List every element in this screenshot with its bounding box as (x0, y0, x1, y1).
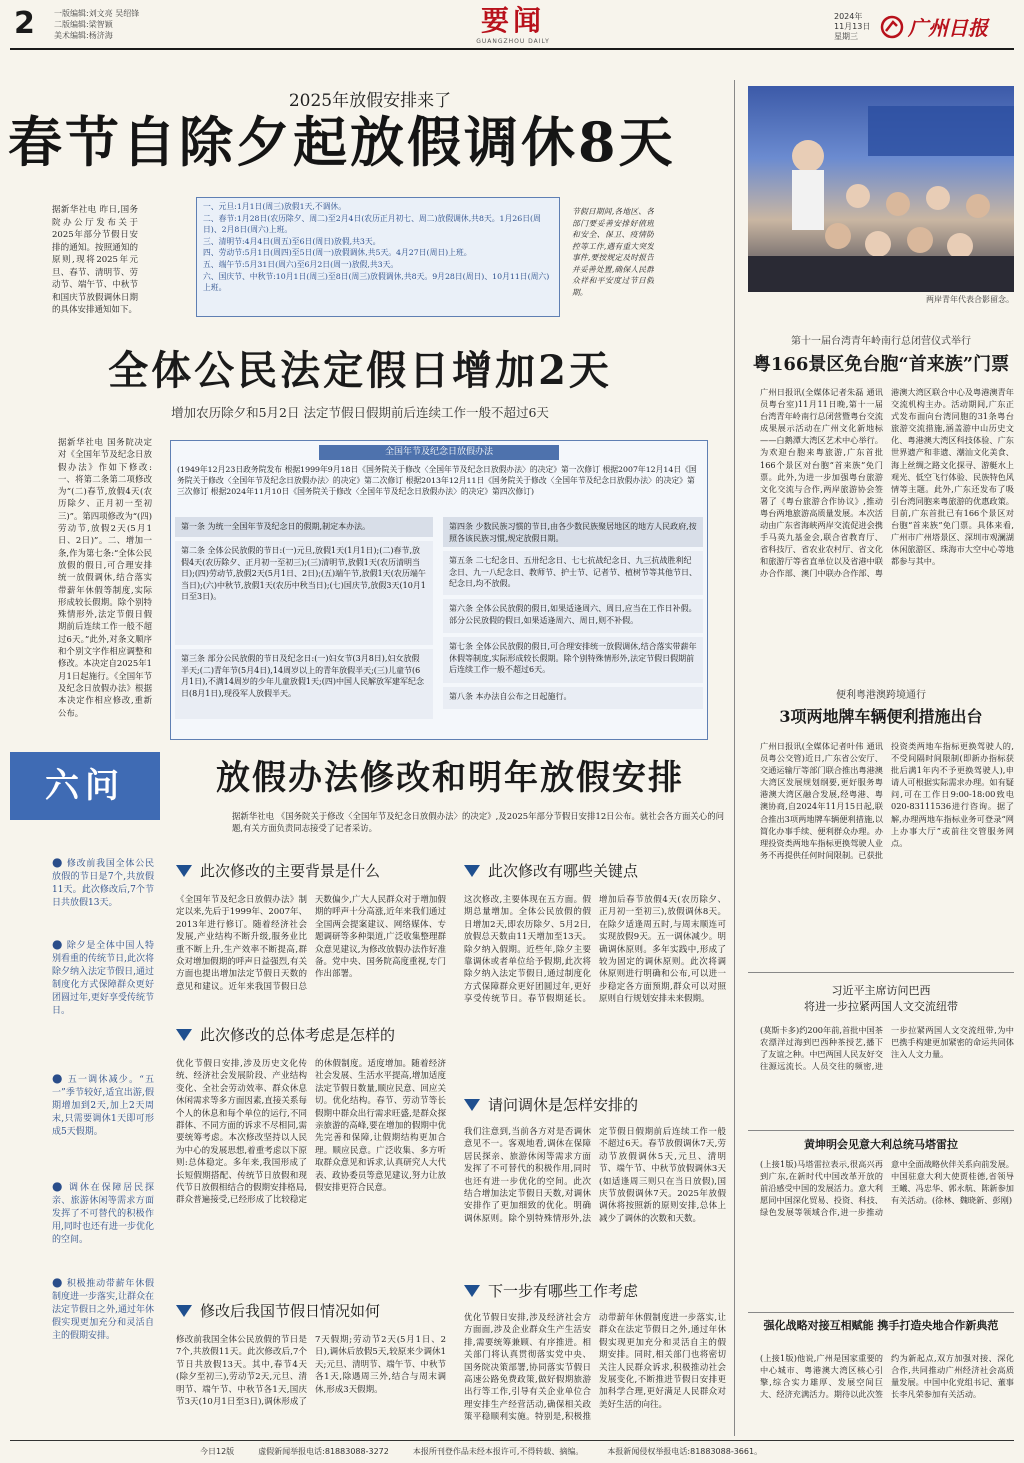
triangle-icon (464, 865, 480, 877)
story2-headline: 3项两地牌车辆便利措施出台 (779, 707, 983, 726)
law-article-5: 第五条 二七纪念日、五卅纪念日、七七抗战纪念日、九三抗战胜利纪念日、九一八纪念日、教师节、护士节、记者节、植树节等其他节日、纪念日,均不放假。 (443, 551, 703, 595)
story1-body: 广州日报讯(全媒体记者朱磊 通讯员粤台室)11月11日晚,第十一届台湾青年岭南行总闭营暨粤台交流成果展示活动在广州文化新地标——白鹅潭大湾区艺术中心举行。为欢迎台胞来粤旅游,广东首批166个景区对台胞“首来族”免门票。此外,为进一步加强粤台旅游文化交流与合作,两岸旅游协会签署了《粤台旅游合作协议》,推动粤台两地旅游高质量发展。本次活动由广东省海峡两岸交流促进会携手马英九基金会,联合省教育厅、省科技厅、省农业农村厅、省文化和旅游厅等省直单位以及省港中联办合作部、澳门中联办合作部、粤港澳大湾区联合中心及粤港澳青年交流机构主办。活动期间,广东正式发布面向台湾同胞的31条粤台旅游交流措施,涵盖游中山历史文化、粤港澳大湾区科技体验、广东世界遗产和非遗、潮汕文化美食、海上丝绸之路文化探寻、游艇水上观光、低空飞行体验、民族特色风情等主题。此外,广东还发布了吸引台湾同胞来粤旅游的优惠政策。目前,广东首批已有166个景区对台胞“首来族”免门票。具体来看,广州市广州塔景区、深圳市观澜湖休闲旅游区、珠海市大空中心等地都参与其中。 (760, 387, 1014, 579)
law-title: 全国年节及纪念日放假办法 (319, 445, 559, 460)
six-questions-badge: 六问 (10, 752, 160, 820)
story-divider (748, 1312, 1014, 1313)
law-left-column (171, 517, 437, 739)
story5-headline: 强化战略对接互相赋能 携手打造央地合作新典范 (763, 1319, 999, 1332)
question-1-body: 《全国年节及纪念日放假办法》制定以来,先后于1999年、2007年、2013年进行修订。随着经济社会发展,产业结构不断升级,服务业比重不断上升,生产效率不断提高,群众对增加假期的呼声日益强烈,有关方面也提出增加法定节假日天数的意见和建议。近年来我国节假日总天数偏少,广大人民群众对于增加假期的呼声十分高涨,近年来我们通过全国两会提案建议、网络媒体、专题调研等多种渠道,广泛收集整理群众意见建议,为修改放假办法作好准备。党中央、国务院高度重视,专门作出部署。 (176, 895, 446, 992)
key-points-column (52, 856, 154, 1376)
paper-name: 广州日报 (908, 16, 988, 40)
law-article-4: 第四条 少数民族习惯的节日,由各少数民族聚居地区的地方人民政府,按照各该民族习惯,规定放假日期。 (443, 517, 703, 547)
story-divider (748, 1130, 1014, 1131)
question-3-body: 优化节假日安排,涉及历史文化传统、经济社会发展阶段、产业结构变化、全社会劳动效率、群众休息休闲需求等多方面因素,直接关系每个人的休息和每个单位的运行,不同群体、不同方面的诉求不尽相同,需要统筹考虑。本次修改坚持以人民为中心的发展思想,着重考虑以下原则:总体稳定。多年来,我国形成了长短假期搭配、传统节日放假和现代节日放假相结合的假期安排格局,群众普遍接受,已经形成了比较稳定的休假制度。适度增加。随着经济社会发展、生活水平提高,增加适度法定节假日数量,顺应民意、回应关切。优化结构。春节、劳动节等长假期中群众出行需求旺盛,是群众探亲旅游的高峰,要在增加的假期中优先完善和保障,让假期结构更加合理。顺应民意。广泛收集、多方听取群众意见和诉求,认真研究人大代表、政协委员等意见建议,努力让放假安排更符合民意。 (176, 1059, 446, 1206)
triangle-icon (176, 865, 192, 877)
editor-credits: 一版编辑:刘文亮 吴绍锋 二版编辑:梁智颖 美术编辑:杨济海 (54, 9, 140, 40)
law-article-3: 第三条 部分公民放假的节日及纪念日:(一)妇女节(3月8日),妇女放假半天;(二)青年节(5月4日),14周岁以上的青年放假半天;(三)儿童节(6月1日),不满14周岁的少年儿童放假1天;(四)中国人民解放军建军纪念日(8月1日),现役军人放假半天。 (175, 649, 433, 719)
story3-kicker: 习近平主席访问巴西 (831, 984, 931, 997)
schedule-item: 三、清明节:4月4日(周五)至6日(周日)放假,共3天。 (203, 236, 381, 246)
event-photo (748, 86, 1014, 292)
story4-body: (上接1版)马塔雷拉表示,很高兴再到广东,在新时代中国改革开放的前沿感受中国的发展活力。意大利愿同中国深化贸易、投资、科技、绿色发展等领域合作,进一步推动意中全面战略伙伴关系向前发展。中国驻意大利大使贾桂德,省领导王曦、冯忠华、郭永航、陈新参加有关活动。(徐林、魏晓新、彭刚) (760, 1159, 1014, 1217)
question-2-heading: 此次修改有哪些关键点 (464, 860, 704, 881)
story3-headline: 将进一步拉紧两国人文交流纽带 (804, 1000, 958, 1013)
schedule-item: 四、劳动节:5月1日(周四)至5日(周一)放假调休,共5天。4月27日(周日)上班。 (203, 248, 472, 258)
bullet-icon: ● (52, 856, 64, 869)
question-2-body: 这次修改,主要体现在五方面。假期总量增加。全体公民放假的假日增加2天,即农历除夕、5月2日,放假总天数由11天增加至13天。除夕纳入假期。近些年,除夕主要靠调休或者单位给予假期,此次将除夕纳入法定节假日,通过制度化方式保障群众更好团圆过年,更好享受传统节日。春节假期延长。增加后春节放假4天(农历除夕、正月初一至初三),放假调休8天。在除夕适逢周五时,与周末顺连可实现放假9天。五一调休减少。明确调休原则。多年实践中,形成了较为固定的调休原则。此次将调休原则进行明确和公布,可以进一步稳定各方面预期,群众可以对照原则自行规划安排未来假期。 (464, 895, 726, 1005)
second-headline: 全体公民法定假日增加2天 (108, 347, 612, 394)
section-header (468, 4, 558, 45)
bullet-icon: ● (52, 938, 64, 951)
story2-body: 广州日报讯(全媒体记者叶伟 通讯员粤公交管)近日,广东省公安厅、交通运输厅等部门联合推出粤港澳大湾区发展规划纲要,更好服务粤港澳大湾区融合发展,经粤港、粤澳协商,自2024年11月15日起,联合推出3项两地牌车辆便利措施,以简化办事手续、便利群众办理。办理投资类两地车指标更换驾驶人业务不再提供任何时间限制。已获批投资类两地车指标更换驾驶人的,不受间隔时间限制(即新办指标获批后满1年内不予更换驾驶人),申请人可根据实际需求办理。如有疑问,可在工作日9:00-18:00致电020-83111536进行咨询。据了解,办理两地车指标业务可登录“网上办事大厅”或前往交管服务网点。 (760, 741, 1014, 860)
law-article-6: 第六条 全体公民放假的假日,如果适逢周六、周日,应当在工作日补假。部分公民放假的假日,如果适逢周六、周日,则不补假。 (443, 599, 703, 633)
question-1-heading: 此次修改的主要背景是什么 (176, 860, 416, 881)
key-point: ● 五一调休减少。“五一”季节较好,适宜出游,假期增加到2天,加上2天周末,只需要调休1天即可形成5天假期。 (52, 1072, 154, 1137)
header-rule (10, 48, 1014, 50)
footer (200, 1446, 1014, 1457)
bullet-icon: ● (52, 1180, 65, 1193)
law-right-column (439, 517, 707, 739)
lead-headline: 春节自除夕起放假调休8天 (8, 110, 676, 174)
law-table (170, 440, 708, 740)
key-point: ● 调休在保障居民探亲、旅游休闲等需求方面发挥了不可替代的积极作用,同时也还有进一步优化的空间。 (52, 1180, 154, 1245)
schedule-item: 五、端午节:5月31日(周六)至6月2日(周一)放假,共3天。 (203, 259, 399, 269)
story-divider (748, 972, 1014, 973)
law-preamble: (1949年12月23日政务院发布 根据1999年9月18日《国务院关于修改〈全国年节及纪念日放假办法〉的决定》第一次修订 根据2007年12月14日《国务院关于修改〈全国年节及纪念日放假办法〉的决定》第二次修订 根据2013年12月11日《国务院关于修改〈全国年节及纪念日放假办法〉的决定》第三次修订 根据2024年11月10日《国务院关于修改〈全国年节及纪念日放假办法〉的决定》第四次修订) (177, 465, 697, 496)
lead-note: 节假日期间,各地区、各部门要妥善安排好值班和安全、保卫、疫情防控等工作,遇有重大突发事件,要按规定及时报告并妥善处置,确保人民群众祥和平安度过节日假期。 (572, 207, 654, 297)
story3-body: (莫斯卡多)约200年前,首批中国茶农漂洋过海到巴西种茶授艺,播下了友谊之种。中巴两国人民友好交往源远流长。人员交往的频密,进一步拉紧两国人文交流纽带,为中巴携手构建更加紧密的命运共同体注入人文力量。 (760, 1025, 1014, 1071)
column-divider (734, 80, 735, 1436)
question-5-body: 修改前我国全体公民放假的节日是7个,共放假11天。此次修改后,7个节日共放假13天。其中,春节4天(除夕至初三),劳动节2天,元旦、清明节、端午节、中秋节各1天,国庆节3天(10月1日至3日),调休形成了7天假期;劳动节2天(5月1日、2日),调休后放假5天,较原来少调休1天;元旦、清明节、端午节、中秋节各1天,除遇周三外,结合与周末调休,形成3天假期。 (176, 1335, 446, 1408)
paper-logo-icon (880, 15, 904, 39)
story1-headline: 粤166景区免台胞“首来族”门票 (752, 354, 1010, 375)
footer-item: 本报新闻侵权举报电话:81883088-3661。 (607, 1447, 763, 1456)
story5-body: (上接1版)他说,广州是国家重要的中心城市、粤港澳大湾区核心引擎,综合实力雄厚、发展空间巨大、经济充满活力。期待以此次签约为新起点,双方加强对接、深化合作,共同推动广州经济社会高质量发展。中国中化党组书记、董事长李凡荣参加有关活动。 (760, 1353, 1014, 1399)
footer-item: 今日12版 (200, 1447, 235, 1456)
question-6-body: 优化节假日安排,涉及经济社会方方面面,涉及企业群众生产生活安排,需要统筹兼顾、有序推进。相关部门将认真贯彻落实党中央、国务院决策部署,协同落实节假日高速公路免费政策,做好假期旅游出行等工作,引导有关企业单位合理安排生产经营活动,确保相关政策平稳顺利实施。特别是,积极推动带薪年休假制度进一步落实,让群众在法定节假日之外,通过年休假实现更加充分和灵活自主的假期安排。同时,相关部门也将密切关注人民群众诉求,积极推动社会发展变化,不断推进节假日安排更加科学合理,更好满足人民群众对美好生活的向往。 (464, 1313, 726, 1423)
story1-kicker: 第十一届台湾青年岭南行总闭营仪式举行 (791, 336, 971, 347)
footer-rule (10, 1440, 1014, 1441)
question-4-heading: 请问调休是怎样安排的 (464, 1094, 704, 1115)
section-subtitle: GUANGZHOU DAILY (476, 38, 550, 45)
issue-date: 2024年 11月13日 星期三 (834, 12, 871, 41)
triangle-icon (464, 1285, 480, 1297)
bullet-icon: ● (52, 1276, 64, 1289)
triangle-icon (464, 1099, 480, 1111)
question-5-heading: 修改后我国节假日情况如何 (176, 1300, 436, 1321)
law-article-2: 第二条 全体公民放假的节日:(一)元旦,放假1天(1月1日);(二)春节,放假4天(农历除夕、正月初一至初三);(三)清明节,放假1天(农历清明当日);(四)劳动节,放假2天(5月1日、2日);(五)端午节,放假1天(农历端午当日);(六)中秋节,放假1天(农历中秋当日);(七)国庆节,放假3天(10月1日至3日)。 (175, 541, 433, 645)
key-point: ● 除夕是全体中国人特别看重的传统节日,此次将除夕纳入法定节假日,通过制度化方式保障群众更好团圆过年,更好享受传统节日。 (52, 938, 154, 1016)
key-point: ● 修改前我国全体公民放假的节日是7个,共放假11天。此次修改后,7个节日共放假13天。 (52, 856, 154, 908)
triangle-icon (176, 1029, 192, 1041)
story2-kicker: 便利粤港澳跨境通行 (836, 690, 926, 701)
law-article-7: 第七条 全体公民放假的假日,可合理安排统一放假调休,结合落实带薪年休假等制度,实际形成较长假期。除个别特殊情形外,法定节假日假期前后连续工作一般不超过6天。 (443, 637, 703, 683)
footer-item: 本报所刊登作品未经本报许可,不得转载、摘编。 (412, 1447, 584, 1456)
six-questions-headline: 放假办法修改和明年放假安排 (216, 758, 684, 798)
paper-logo (880, 12, 988, 41)
bullet-icon: ● (52, 1072, 64, 1085)
footer-item: 虚假新闻举报电话:81883088-3272 (258, 1447, 389, 1456)
schedule-item: 一、元旦:1月1日(周三)放假1天,不调休。 (203, 202, 347, 211)
lead-intro: 据新华社电 昨日,国务院办公厅发布关于2025年部分节假日安排的通知。按照通知的原则,现将2025年元旦、春节、清明节、劳动节、端午节、中秋节和国庆节放假调休日期的具体安排通知如下。 (52, 205, 138, 315)
story4-headline: 黄坤明会见意大利总统马塔雷拉 (804, 1138, 958, 1151)
question-4-body: 我们注意到,当前各方对是否调休意见不一。客观地看,调休在保障居民探亲、旅游休闲等需求方面发挥了不可替代的积极作用,同时也还有进一步优化的空间。此次结合增加法定节假日天数,对调休安排作了更加细致的优化。明确调休原则。除个别特殊情形外,法定节假日假期前后连续工作一般不超过6天。春节放假调休7天,劳动节放假调休5天,元旦、清明节、端午节、中秋节放假调休3天(如适逢周三则只在当日放假),国庆节放假调休7天。2025年放假调休将按照新的原则安排,总体上减少了调休的次数和天数。 (464, 1127, 726, 1224)
page-number: 2 (14, 6, 35, 41)
six-questions-intro: 据新华社电 《国务院关于修改〈全国年节及纪念日放假办法〉的决定》,及2025年部分节假日安排12日公布。就社会各方面关心的问题,有关方面负责同志接受了记者采访。 (232, 811, 724, 833)
crowd-photo-illustration (748, 86, 1014, 292)
schedule-item: 二、春节:1月28日(农历除夕、周二)至2月4日(农历正月初七、周二)放假调休,共8天。1月26日(周日)、2月8日(周六)上班。 (203, 213, 541, 235)
question-6-heading: 下一步有哪些工作考虑 (464, 1280, 704, 1301)
lead-kicker: 2025年放假安排来了 (288, 91, 452, 111)
law-article-8: 第八条 本办法自公布之日起施行。 (443, 687, 703, 709)
section-title: 要闻 (480, 4, 545, 37)
question-3-heading: 此次修改的总体考虑是怎样的 (176, 1024, 436, 1045)
key-point: ● 积极推动带薪年休假制度进一步落实,让群众在法定节假日之外,通过年休假实现更加充分和灵活自主的假期安排。 (52, 1276, 154, 1341)
photo-caption: 两岸青年代表合影留念。 (926, 295, 1014, 304)
triangle-icon (176, 1305, 192, 1317)
lead-schedule-box (196, 197, 560, 317)
second-body: 据新华社电 国务院决定对《全国年节及纪念日放假办法》作如下修改:一、将第二条第二项修改为“(二)春节,放假4天(农历除夕、正月初一至初三)”。第四项修改为“(四)劳动节,放假2天(5月1日、2日)”。二、增加一条,作为第七条:“全体公民放假的假日,可合理安排统一放假调休,结合落实带薪年休假等制度,实际形成较长假期。除个别特殊情形外,法定节假日假期前后连续工作一般不超过6天。”此外,对条文顺序和个别文字作相应调整和修改。本决定自2025年1月1日起施行。《全国年节及纪念日放假办法》根据本决定作相应修改,重新公布。 (58, 437, 152, 718)
second-subhead: 增加农历除夕和5月2日 法定节假日假期前后连续工作一般不超过6天 (171, 405, 549, 420)
law-article-1: 第一条 为统一全国年节及纪念日的假期,制定本办法。 (175, 517, 433, 537)
schedule-item: 六、国庆节、中秋节:10月1日(周三)至8日(周三)放假调休,共8天。9月28日(周日)、10月11日(周六)上班。 (203, 271, 550, 293)
masthead (0, 0, 1024, 58)
